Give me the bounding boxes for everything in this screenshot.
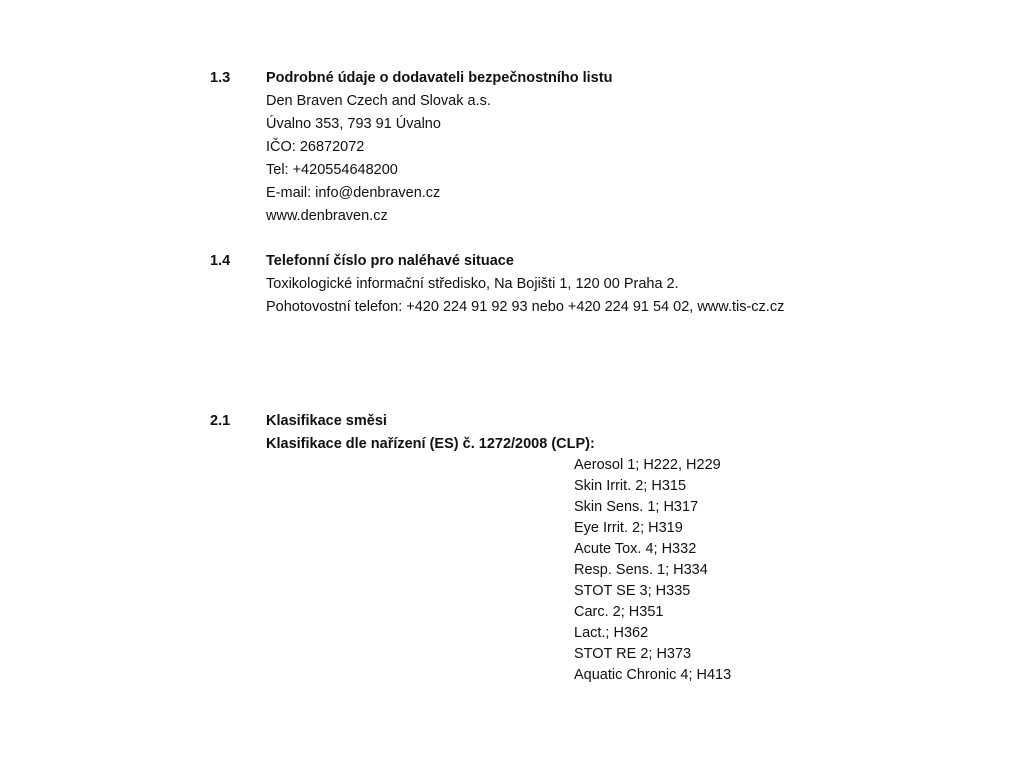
section-body <box>266 250 966 319</box>
list-item: Aquatic Chronic 4; H413 <box>574 667 732 683</box>
list-item: Skin Irrit. 2; H315 <box>574 478 687 494</box>
section-number: 1.3 <box>210 70 231 86</box>
supplier-ico: IČO: 26872072 <box>266 139 365 155</box>
list-item: Aerosol 1; H222, H229 <box>574 457 721 473</box>
emergency-center: Toxikologické informační středisko, Na Bojišti 1, 120 00 Praha 2. <box>266 276 679 292</box>
classification-list <box>574 455 874 686</box>
section-number: 2.1 <box>210 413 231 429</box>
supplier-website: www.denbraven.cz <box>266 208 388 224</box>
list-item: Skin Sens. 1; H317 <box>574 499 699 515</box>
list-item: Carc. 2; H351 <box>574 604 664 620</box>
section-title: Podrobné údaje o dodavateli bezpečnostního listu <box>266 70 613 86</box>
section-body <box>266 67 966 228</box>
list-item: Acute Tox. 4; H332 <box>574 541 697 557</box>
section-body <box>266 410 966 456</box>
supplier-address: Úvalno 353, 793 91 Úvalno <box>266 116 441 132</box>
emergency-phone: Pohotovostní telefon: +420 224 91 92 93 nebo +420 224 91 54 02, www.tis-cz.cz <box>266 299 785 315</box>
list-item: Eye Irrit. 2; H319 <box>574 520 683 536</box>
list-item: STOT RE 2; H373 <box>574 646 692 662</box>
list-item: Resp. Sens. 1; H334 <box>574 562 708 578</box>
list-item: STOT SE 3; H335 <box>574 583 691 599</box>
list-item: Lact.; H362 <box>574 625 649 641</box>
supplier-name: Den Braven Czech and Slovak a.s. <box>266 93 491 109</box>
section-subtitle: Klasifikace dle nařízení (ES) č. 1272/2008 (CLP): <box>266 436 595 452</box>
supplier-email: E-mail: info@denbraven.cz <box>266 185 441 201</box>
section-title: Klasifikace směsi <box>266 413 387 429</box>
supplier-phone: Tel: +420554648200 <box>266 162 398 178</box>
section-number: 1.4 <box>210 253 231 269</box>
section-title: Telefonní číslo pro naléhavé situace <box>266 253 514 269</box>
